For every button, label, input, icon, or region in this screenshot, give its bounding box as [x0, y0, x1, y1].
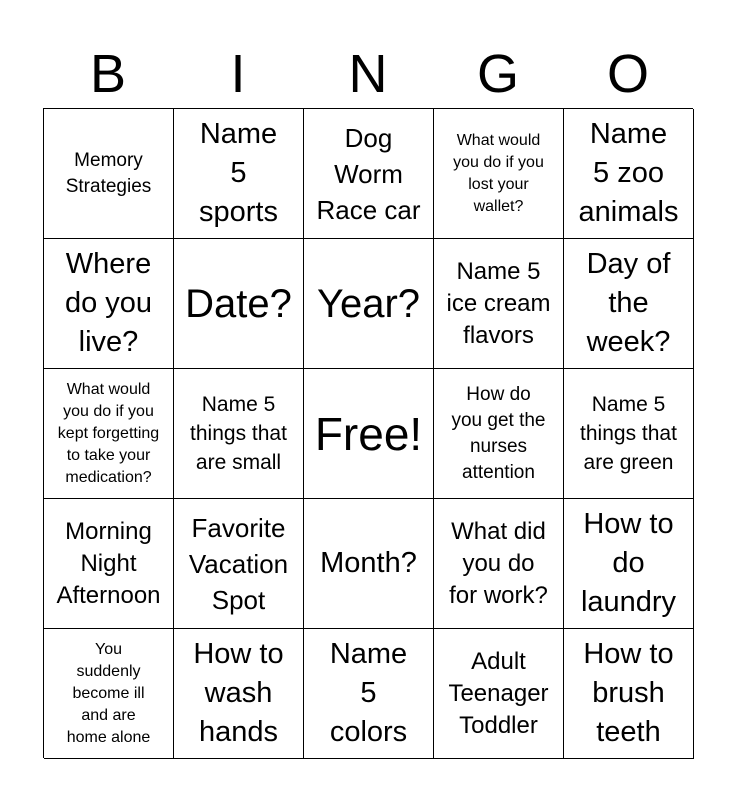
bingo-cell[interactable] [304, 499, 434, 629]
bingo-card-grid [43, 108, 693, 758]
bingo-cell[interactable] [44, 369, 174, 499]
cell-text: Where do you live? [64, 248, 153, 358]
cell-text: What would you do if you lost your wallet? [453, 131, 544, 215]
bingo-cell[interactable] [304, 629, 434, 759]
cell-text: Memory Strategies [65, 149, 152, 197]
bingo-cell[interactable] [564, 239, 694, 369]
cell-text: Name 5 zoo animals [578, 118, 679, 228]
bingo-cell[interactable] [564, 109, 694, 239]
bingo-cell[interactable] [564, 499, 694, 629]
cell-text: Name 5 sports [199, 118, 278, 228]
header-letter-n: N [348, 44, 388, 104]
bingo-cell[interactable] [174, 239, 304, 369]
bingo-cell[interactable] [174, 629, 304, 759]
cell-text: Morning Night Afternoon [56, 517, 161, 609]
cell-text: How to brush teeth [583, 638, 674, 748]
bingo-cell[interactable] [44, 109, 174, 239]
bingo-header [43, 40, 693, 108]
cell-text: Favorite Vacation Spot [188, 512, 289, 615]
cell-text: How do you get the nurses attention [451, 383, 546, 483]
bingo-cell[interactable] [44, 499, 174, 629]
cell-text: What would you do if you kept forgetting to take your medication? [57, 380, 160, 486]
cell-text: Date? [185, 281, 292, 326]
bingo-cell[interactable] [564, 369, 694, 499]
bingo-cell[interactable] [434, 369, 564, 499]
bingo-cell[interactable] [174, 499, 304, 629]
header-letter-g: G [476, 44, 519, 104]
cell-text: Dog Worm Race car [316, 122, 421, 225]
cell-text: Name 5 colors [329, 638, 408, 748]
cell-text: You suddenly become ill and are home alone [66, 640, 151, 746]
cell-text: How to wash hands [193, 638, 284, 748]
bingo-cell[interactable] [434, 499, 564, 629]
bingo-cell[interactable] [174, 109, 304, 239]
bingo-cell free-space[interactable] [304, 369, 434, 499]
free-space-text: Free! [314, 407, 423, 460]
bingo-cell[interactable] [564, 629, 694, 759]
header-letter-o: O [606, 44, 649, 104]
cell-text: How to do laundry [580, 508, 677, 618]
header-letter-b: B [89, 44, 127, 104]
bingo-cell[interactable] [174, 369, 304, 499]
bingo-cell[interactable] [304, 109, 434, 239]
bingo-cell[interactable] [304, 239, 434, 369]
cell-text: Name 5 things that are small [190, 393, 287, 474]
bingo-cell[interactable] [434, 629, 564, 759]
cell-text: Adult Teenager Toddler [448, 647, 549, 739]
bingo-cell[interactable] [434, 239, 564, 369]
bingo-cell[interactable] [434, 109, 564, 239]
header-letter-i: I [230, 44, 246, 104]
bingo-cell[interactable] [44, 629, 174, 759]
cell-text: What did you do for work? [449, 517, 548, 609]
cell-text: Name 5 ice cream flavors [446, 257, 551, 349]
cell-text: Month? [320, 547, 417, 579]
cell-text: Name 5 things that are green [580, 393, 677, 474]
cell-text: Day of the week? [586, 248, 671, 358]
bingo-cell[interactable] [44, 239, 174, 369]
cell-text: Year? [316, 281, 421, 326]
